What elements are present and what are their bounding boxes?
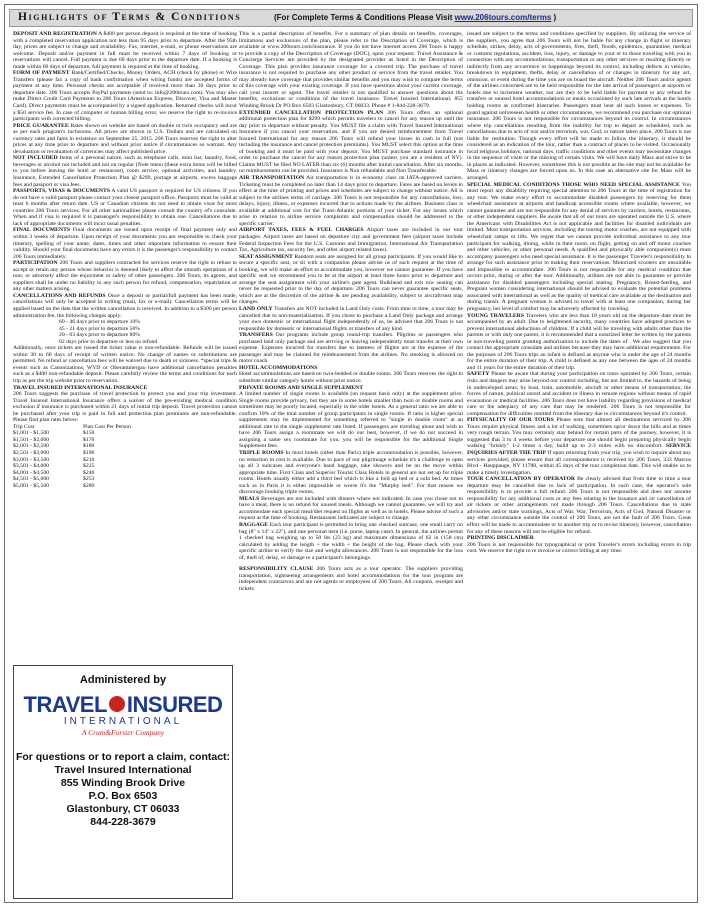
section-text: Please note that almost all destinations serviced by 206 Tours require physical fitness and a lot of walking, sometimes up/or down the hills and at times very rough terrain. You may certainly stay behind for certain parts of the journey, however, it is suggested that 3 to 4 weeks before your departure one should begin preparing physically begin walking "briskly" 1-2 times a day, build up to 2-3 miles with no discomfort. <box>467 417 691 450</box>
rates-body <box>13 430 237 489</box>
section-text: Items of a personal nature, such as telephone calls, mini bar, laundry, food, beverages or alcohol not included and not on regular (Note menu (these extra items will be billed to you before leaving the hotel or restaurant), room service, optional activities, and laundry. Insurance, Extended Cancellation Protection Plan @ $299, portage at airports, excess baggage fees and passport or visa fees. <box>13 155 237 188</box>
section-text: In most hotels (other than Paris) triple accommodation is possible, however, no reduction in cost is available. Due to pace of our pilgrimage schedule it's a challenge to open up all 3 suitcases and everyone's hand baggage, take showers and be on the move within appropriate time. First Class and Superior Tourist Class Hotels in general are not set up for triple rooms. Hotels usually either add a third bed which is like a fold up bed or a sofa bed. At times such as in Paris it is either impossible or worse it's the "Murphy bed". For that reason we discourage booking triple rooms. <box>239 450 463 496</box>
rates-header-trip: Trip Cost <box>13 423 35 430</box>
rates-plan-cost: $170 <box>83 436 95 443</box>
column-right <box>467 31 691 899</box>
section-cancel-notes: Additionally, once tickets are issued the ticket value is non-refundable. Refunds will be issued within 30 to 60 days of receipt of written notice. No change of names or substitutions are permitted. No refund or cancellation fees will be waived due to death or sickness. *special trips & events such as Canonizations, WYD or Oberammergau have additional cancellation penalties such as a $400 non-refundable deposit. Please carefully review the terms and conditions for each trip as per the trip website prior to reservation. <box>13 345 237 384</box>
section-heading: PASSPORTS, VISAS & DOCUMENTS <box>13 188 110 195</box>
cancel-line: 02 days prior to departure or less no refund <box>59 338 158 345</box>
section-text: Final documents are issued upon receipt of final payment only and within 3 weeks of departure. Upon receipt of your documents you are responsible to check your itinerary, spelling of your name, dates, times and other important information to ensure their validity. Should your final documents have any errors it is the passenger's responsibility to contact 206 Tours immediately. <box>13 227 237 260</box>
section-responsibility <box>239 566 463 592</box>
section-text: 206 Tours offers an optional additional protection plan for $299 which permits travelers to cancel for any reason up until the day prior to departure without penalty. You MUST file a claim with Travel Insured International Insurance if you cancel your reservation, and if you are denied reimbursement from Travel Insured International for any reason 206 Tours will refund your losses in cash in full (not including the insurance and cancel protection premiums). You MUST select this option at the time of booking and it must be paid with your deposit. You MUST purchase standard insurance in order to purchase the cancel for any reason protection plan (unless you are a resident of NY). Claims MUST be filed NO LATER than six (6) months after initial cancellation. After six months, no reimbursement can be provided. Insurance is Non refundable and Non Transferable. <box>239 109 463 175</box>
section-text: 206 Tours is not responsible for typographical or print Traveler's errors including errors in trip cost. We reserve the right to re invoice or correct billing at any time. <box>467 541 691 555</box>
section-tour-cancellation <box>467 476 691 535</box>
section-insurance-description: This is a partial description of benefits. For a summary of plan details on benefits, coverages, limitations and exclusions of the plan, please refer to the Description of Coverage, which is available at www.206tours.com/insurance. If you do not have internet access 206 Tours is happy to provide a copy of the Description of Coverage (DOC), upon your request. Travel Assistance & Concierge Services are provided by the designated provider as listed in the Description of Coverage. This plan provides insurance coverage for a covered trip. The purchase of travel insurance is not required to purchase any other product or service from the travel retailer. You may already have coverage that provides similar benefits and you may wish to compare the terms of this coverage with your existing coverage. If you have questions about your current coverage, call your insurer or agent. The travel retailer is not qualified to answer questions about the benefits, exclusions or conditions of the travel insurance. Travel Insured International, 855 Winding Brook Dr PO Box 6503 Glastonbury, CT 06033. Phone # 1-844-228-3679. <box>239 31 463 110</box>
section-passports <box>13 188 237 227</box>
section-physicality <box>467 417 691 476</box>
section-deposit <box>13 31 237 70</box>
section-text: Rates shown on website are based on double or twin occupancy and are as per each program's inclusions. All prices are shown in U.S. Dollars and are calculated on currency rates and fares in existence on September 25, 2015. 206 Tours reserves the right to alter prices at any time prior to departure and without prior notice if circumstances so warrant. Any devaluation or revaluation of currencies may affect published price. <box>13 122 237 155</box>
section-text: Air transportation is in economy class on IATA-approved carriers. Ticketing must be completed no later than 14 days prior to departure. Fares are based on levels in effect at the time of printing and prices and schedules are subject to change without notice. All is subject to the airlines terms of carriage. 206 Tours is not responsible for any cancellations, loss, delays, injury, illness, or expenses incurred due to actions made by the airlines. Business class is available at additional cost for the Trans-Atlantic portions of your ticket. For any issues which arise in relation to airline service complaints and compensation should be addressed to the specific carrier. <box>239 175 463 227</box>
contact-line: For questions or to report a claim, contact: <box>15 751 231 763</box>
rates-table <box>13 424 237 489</box>
cancel-schedule <box>13 319 237 345</box>
rates-trip-cost: $5,001 - $5,500 <box>13 482 50 489</box>
section-triple-rooms <box>239 450 463 496</box>
administered-label: Administered by <box>79 674 167 686</box>
section-airport-taxes <box>239 227 463 253</box>
terms-link[interactable]: www.206tours.com/terms <box>454 13 552 22</box>
section-text: Beverages are not included with dinners where not indicated. In case you chose not to have a meal, there is no refund for unused meals. Although we cannot guarantee, we will try and accommodate each special meal/diet request on flights as well as in hotels. Please advise of such a request at the time of booking. Restaurants indicated are subject to change. <box>239 495 463 522</box>
logo-travel: TRAVEL <box>23 692 107 717</box>
section-heading: AIRPORT TAXES, FEES & FUEL CHARGES <box>239 227 364 234</box>
section-heading: YOUNG TRAVELERS <box>467 312 524 319</box>
section-transfers <box>239 332 463 365</box>
cancel-line: 60 - 46 days prior to departure 10% <box>59 319 141 326</box>
section-text: Bank/Certified/Checks, Money Orders, ACH (check by phone) or Wire Transfers (please fax a copy of bank confirmation when wiring funds) are accepted forms of payment at any time. Personal checks are acceptable if received more than 30 days prior to departure date. 206 Tours accepts PayPal payments (send to: info@206tours.com). You may also make Direct Credit Card Payments to 206 Tours (American Express, Discover, Visa and Master Card). Direct payments must be accompanied by a signed application. Returned checks will incur a $50 service fee. In case of computer or human billing error, we reserve the right to re-invoice participants with corrected billing. <box>13 70 237 123</box>
section-heading: NOT INCLUDED <box>13 155 58 162</box>
section-text: Please be aware that during your participation on tours operated by 206 Tours, certain risks and dangers may arise beyond our control including, but not limited to, the hazards of being in undeveloped areas; by boat, train, automobile, aircraft or other means of transportation; the forces of nature, political unrest and accident or illness in remote regions without means of rapid evacuation or medical facilities. 206 Tours does not have liability regarding provisions of medical care or the adequacy of any care that may be rendered. 206 Tours is not responsible for compensation for difficulties omitted from the itinerary due to circumstances beyond it's control. <box>467 371 691 417</box>
section-heading: PHYSICALITY OF OUR TOURS <box>467 417 554 424</box>
section-text: 206 Tours acts as a tour operator. The suppliers providing transportation, sightseeing arrangements and hotel accommodations for the tour program are independent contractors and are not agents or employees of 206 Tours. All coupons, receipts and tickets <box>239 566 463 592</box>
rates-trip-cost: $1,501 - $2,000 <box>13 436 50 443</box>
column-left <box>13 31 237 659</box>
section-text: Once a deposit or partial/full payment has been made, cancellations will only be accepted in writing (mail, fax or e-mail). Cancellation terms will be applied based on the date that the written cancellation is received. In addition to a $300 per person administration fee, the following charges apply: <box>13 292 237 319</box>
section-cancellations <box>13 293 237 319</box>
section-safety <box>467 371 691 417</box>
section-air <box>239 175 463 227</box>
rates-row <box>13 483 237 490</box>
section-heading: PRICE GUARANTEE <box>13 122 69 129</box>
section-text: A $400 per person deposit is required at the time of booking with a completed reservation application not less than 95 days prior to departure. After the 95th day, prices are subject to change and availability. Fax, internet, e-mail, or phone reservations are welcome. Deposit and/or payment in full must be received within 7 days of booking or reservations will cancel. Full payment is due 60 days prior to the departure date. If a booking is made within 60 days of departure, full payment is required at the time of booking. <box>13 31 237 70</box>
header-bar <box>9 9 693 27</box>
section-price <box>13 123 237 156</box>
cancel-line: 20 - 03 days prior to departure 80% <box>59 332 141 339</box>
section-text: Our programs include group round-trip transfers. Pilgrims or passengers who purchased land only package and are arriving or leaving independently must transfer at their own expense. Expenses incurred for transfers due to lateness of flights are at the expense of the passenger and may be claimed for reimbursement from the airlines. No smoking is allowed on motor coach. <box>239 332 463 365</box>
section-insurance <box>13 385 237 424</box>
rates-header-plan: Plan Cost Per Person <box>83 423 131 430</box>
section-text: A limited number of single rooms is available (on request basis only) at the supplement price. Single rooms provide privacy, but they are in some hotels smaller than twin or double rooms and sometimes may be poorly located, especially in the older hotels. As a general ratio we are able to confirm 10% of the total number of group participants in single rooms. If ratio is higher special supplements may be implemented for something referred to "single in double room" at an additional rate to the single supplement rate listed. If passengers are traveling alone and wish to have 206 Tours assign a roommate we will do our best, however, if we do not succeed in assigning a same sex roommate for you, you will be responsible for the additional Single Supplement fees. <box>239 391 463 450</box>
section-seats <box>239 254 463 306</box>
rates-plan-cost: $150 <box>83 430 95 437</box>
logo-international: INTERNATIONAL <box>63 716 183 727</box>
section-heading: PRINTING DISCLAIMER <box>467 535 534 542</box>
administrator-box <box>13 665 233 899</box>
section-heading: FINAL DOCUMENTS <box>13 227 71 234</box>
section-heading: CANCELLATIONS AND REFUNDS <box>13 292 106 299</box>
section-young-travelers <box>467 313 691 372</box>
section-payment <box>13 70 237 122</box>
section-printing <box>467 535 691 555</box>
section-heading: PARTICIPATION <box>13 260 58 267</box>
rates-trip-cost: $1,001 - $1,500 <box>13 430 50 437</box>
rates-trip-cost: $4,501 - $5,000 <box>13 476 50 483</box>
rates-trip-cost: $4,001 - $4,500 <box>13 469 50 476</box>
section-text: If upon returning from your trip, you wish to inquire about any services provided, please ensure that all correspondence is received by 206 Tours, 333 Marcus Blvd - Hauppauge, NY 11788, within 45 days of the tour completion date. This will enable us to make a timely investigation. <box>467 450 691 476</box>
section-heading: HOTEL ACCOMMODATIONS <box>239 364 318 371</box>
section-text: Airport taxes are included in our tour packages. Airport taxes are based on departure city and government fees (airport taxes include Federal Inspection Fees for the U.S. Customs and Immigration, International Air Transportation Tax, Agriculture tax, security fee, and other airport related taxes). <box>239 227 463 254</box>
rates-plan-cost: $196 <box>83 450 95 456</box>
rates-plan-cost: $180 <box>83 443 95 450</box>
section-heading: RESPONSIBILITY CLAUSE <box>239 566 314 573</box>
contact-line: Glastonbury, CT 06033 <box>66 803 180 815</box>
section-heading: SEAT ASSIGNMENT <box>239 253 293 260</box>
section-heading: TOUR CANCELLATION BY OPERATOR <box>467 476 576 483</box>
section-text: Hotel accommodations are based on twin-bedded or double rooms. 206 Tours reserves the right to substitute similar category hotels without prior notice. <box>239 371 463 384</box>
rates-trip-cost: $2,501 - $3,000 <box>13 450 50 456</box>
header-subtitle <box>274 13 556 22</box>
section-text: Travelers who are less than 18 years old on the departure date must be accompanied by an adult. Due to heightened security, many countries have adopted practices to prevent international abductions of children. If a child will be traveling with adults other than the parents or with only one parent, it is recommended that a notarized letter be written by the parents or non-traveling parent granting authorization to include the dates of . We also suggest that you contact the appropriate consulate and airlines because they may have additional requirements. For the purposes of 206 Tours trips an infant is defined as anyone who is under the age of 24 months for the entire duration of their trip. A child is defined as any one between the ages of 24 months and 11 years for the entire duration of their trip. <box>467 312 691 371</box>
rates-trip-cost: $3,501 - $4,000 <box>13 463 50 470</box>
section-participation <box>13 260 237 293</box>
rates-trip-cost: $3,001 - $3,500 <box>13 456 50 463</box>
rates-plan-cost: $280 <box>83 482 95 489</box>
contact-line: 855 Winding Brook Drive <box>60 777 186 789</box>
section-heading: SERVICE INQUIRIES AFTER THE TRIP <box>467 443 691 456</box>
page-title: Highlights of Terms & Conditions <box>18 11 242 23</box>
section-heading: SAFETY <box>467 371 490 378</box>
section-not-included <box>13 155 237 188</box>
subtitle-end: ) <box>553 13 557 22</box>
logo-tagline: A Crum&Forster Company <box>81 728 165 737</box>
contact-line: 844-228-3679 <box>90 816 156 828</box>
section-medical <box>467 182 691 313</box>
section-heading: AIR TRANSPORTATION <box>239 175 305 182</box>
rates-trip-cost: $2,001 - $2,500 <box>13 443 50 450</box>
section-meals <box>239 496 463 522</box>
column-middle <box>239 31 463 899</box>
section-final-docs <box>13 227 237 260</box>
section-text: Transfers are NOT included in Land Only costs. From time to time, a tour may be cancelled due to non-materialization. If you chose to purchase a Land Only package and arrange your own domestic or international flight independently of us, be advised that 206 Tours is not responsible for domestic or international flights or transfers of any kind. <box>239 305 463 332</box>
logo-insured: INSURED <box>126 692 223 717</box>
section-baggage <box>239 522 463 561</box>
rates-plan-cost: $240 <box>83 469 95 476</box>
section-responsibility-cont: issued are subject to the terms and conditions specified by suppliers. By utilizing the service of the suppliers, you agree that 206 Tours will not be liable for any change in flight or itinerary schedule, strikes, delay, acts of governments, fires, theft, floods, epidemics, quarantine, medical or customs regulations, accident, loss, injury, or damage to your or to those traveling with you in connection with any accommodations, transportation or any other services or resulting directly or indirectly from any occurrence or happenings beyond its control, including defects in vehicles, breakdown in equipment, thefts, delay or cancellation of or changes in itinerary for any act, omission, or event during the time you are on board the aircraft. Neither 206 Tours and/or agents of the airlines concerned are to be held responsible for the late arrival of passengers at airports or hotels due to inclement weather, nor are they to be held liable for payment or any refund for transfers or unused hotel accommodations or meals occasioned by such late arrivals at the hotels holding rooms as confirmed itineraries. Passengers must bear all such losses or expenses. To guard against unforeseen health or other circumstances, we recommend you purchase our optional insurance. 206 Tours is not responsible for circumstances beyond its control. In circumstances where trip cancellations resulting from the inability for trip to depart as scheduled, such as cancellations due to acts of war and/or terrorism, war, God, or nature taken place, 206 Tours is not liable for restitution. Though every effort will be made to follow the itinerary, it should be considered as an indication of the tour, rather than a contract of places to be visited. Occasionally local religious holidays, national days, traffic conditions and other events may necessitate changes in the sequence of visits or the missing of certain visits. We will have daily Mass and strive to be in places as indicated. However, sometimes this is not possible as the site may not be available for Mass or itinerary changes are forced upon us. In this case an alternative site for Mass will be arranged. <box>467 31 691 182</box>
section-hotels <box>239 365 463 385</box>
travel-insured-logo <box>23 692 223 737</box>
contact-line: Travel Insured International <box>54 764 192 776</box>
section-text: Random seats are assigned for all group participants. If you would like to secure a specific seat, or sit with a companion please advise us of such request at the time of booking, we will make an effort to accommodate you, however we cannot guarantee. If you have specific seat we recommend you to be at the airport at least three hours prior to departure and arrange the seat assignment with your airline's gate agent. Bulkhead and exit row seating can never be requested prior to the day of departure. 206 Tours can never guarantee specific seats, which are at the discretion of the airline & are pending availability, subject to aircraft/seat map changes. <box>239 253 463 306</box>
section-heading: SPECIAL MEDICAL CONDITIONS THOSE WHO NEED SPECIAL ASSISTANCE <box>467 181 680 188</box>
section-heading: FORM OF PAYMENT <box>13 70 70 77</box>
rates-plan-cost: $253 <box>83 476 95 483</box>
contact-line: P.O. Box 6503 <box>88 790 158 802</box>
section-heading: DEPOSIT AND REGISTRATION <box>13 31 97 37</box>
section-land-only <box>239 306 463 332</box>
section-text: 206 Tours suggests the purchase of travel protection to protect you and your trip investment. Travel Insured International Insurance offers a waiver of the pre-existing medical condition exclusion if insurance is purchased within 21 days of initial trip deposit. Travel protection cannot be purchased after your trip is paid in full and protection plan premiums are non-refundable. Please find plan rates below: <box>13 391 237 424</box>
section-extended-cancel <box>239 110 463 175</box>
section-heading: LAND ONLY <box>239 305 273 312</box>
section-heading: PRIVATE ROOMS AND SINGLE SUPPLEMENT <box>239 384 363 391</box>
section-text: 206 Tours and suppliers contracted for services reserve the right to refuse to accept or retain any person whose behavior is deemed likely to affect the smooth operations of a tour, or adversely affect the enjoyment or safety of other passengers. 206 Tours, its agents, and suppliers shall be under no liability to any such person for refund, compensation, repatriation or any other matters arising. <box>13 260 237 293</box>
section-private-rooms <box>239 385 463 450</box>
section-heading: TRAVEL INSURED INTERNATIONAL INSURANCE <box>13 384 148 391</box>
section-heading: TRANSFERS <box>239 332 273 339</box>
section-text: Each tour participant is permitted to bring one checked suitcase, one small carry on bag (8" x 14" x 22"), and one personal item (i.e. purse, laptop case). In general, the airlines permit 1 checked bag weighing up to 50 lbs (23 kg) and maximum dimensions of 62 in (158 cm) calculated by adding the length + the width + the height of the bag. Please check with your specific airline to verify the size and weight allowances. 206 Tours is not responsible for the loss of, theft of, delay, or damage to a participant's belongings. <box>239 522 463 561</box>
cancel-line: 45 - 21 days prior to departure 50% <box>59 325 141 332</box>
rates-plan-cost: $210 <box>83 456 95 463</box>
rates-plan-cost: $225 <box>83 463 95 470</box>
section-text: You must report any disability requiring special attention to 206 Tours at the time of registration for any tour. We make every effort to accommodate disabled passengers by reserving for them wheelchair assistance at airports and handicap accessible rooms where available, however, we cannot guarantee and are not responsible for any denial of services by carriers, hotels, restaurants, or other independent suppliers. Be aware that all of our tours are operated outside the U.S. where the Americans with Disabilities Act is not applicable and facilities for disabled individuals are limited. Most transportation services, including the touring motor coaches, are not equipped with wheelchair ramps or lifts. We regret that we cannot provide individual assistance to any tour participant for walking, dining, while in their room, on flight, getting on and off motor coaches and other vehicles, or other personal needs. A qualified and physically able companion(s) must accompany passengers who need special assistance. It is the passenger Traveler's responsibility to arrange for such assistance prior to making their reservations. Motorized scooters are unsuitable and impossible to accommodate. 206 Tours is not responsible for any medical condition that occurs prior, during or after the tour. Additionally, airlines are not able to guarantee or provide assistance for disabled passengers including special seating. Pregnancy, Breast-feeding, and Pregnant women considering international should be advised to evaluate the potential problems associated with international as well as the quality of medical care available at the destination and during transit. A pregnant woman is advised to travel with at least one companion, during her pregnancy, her level of comfort may be adversely affected by traveling. <box>467 181 691 312</box>
section-text: A valid US passport is required for US citizens. If you do not have a valid passport please contact your closest passport office. Passports must be valid at least 6 months after return date. US or Canadian citizens do not need to obtain visas for most countries 206 Tours services. For all other nationalities please consult the country of's consulate. When and if visa is required it is passenger's responsibility to obtain one. Cancellations due to lack of appropriate documents will incur usual penalties. <box>13 188 237 227</box>
section-heading: MEALS <box>239 495 260 502</box>
section-heading: BAGGAGE <box>239 522 269 529</box>
section-text: Be clearly advised that from time to time a tour departure may be cancelled due to lack of participation. In such case, the operator's sole responsibility is to provide a full refund. 206 Tours is not responsible and does not assume responsibility for any additional costs or any fees relating to the issuance and /or cancellation of air tickets or other arrangements not made through 206 Tours. Cancellations due to state advisories and/or state warnings, Acts of War, War, Terrorism, Acts of God, Natural Disaster or any other circumstance outside the control of 206 Tours, are not the fault of 206 Tours. Great effort will be made to accommodate or to another trip or to revise itinerary, however, cancellation for any of these reasons will not be eligible for refund. <box>467 476 691 535</box>
terms-page <box>4 4 698 903</box>
section-heading: EXTENDED CANCELLATION PROTECTION PLAN <box>239 109 384 116</box>
section-heading: TRIPLE ROOMS <box>239 450 284 456</box>
claim-contact <box>14 751 232 829</box>
logo-wordmark <box>23 692 223 718</box>
subtitle-text: (For Complete Terms & Conditions Please Visit <box>274 13 453 22</box>
globe-icon <box>109 696 125 712</box>
